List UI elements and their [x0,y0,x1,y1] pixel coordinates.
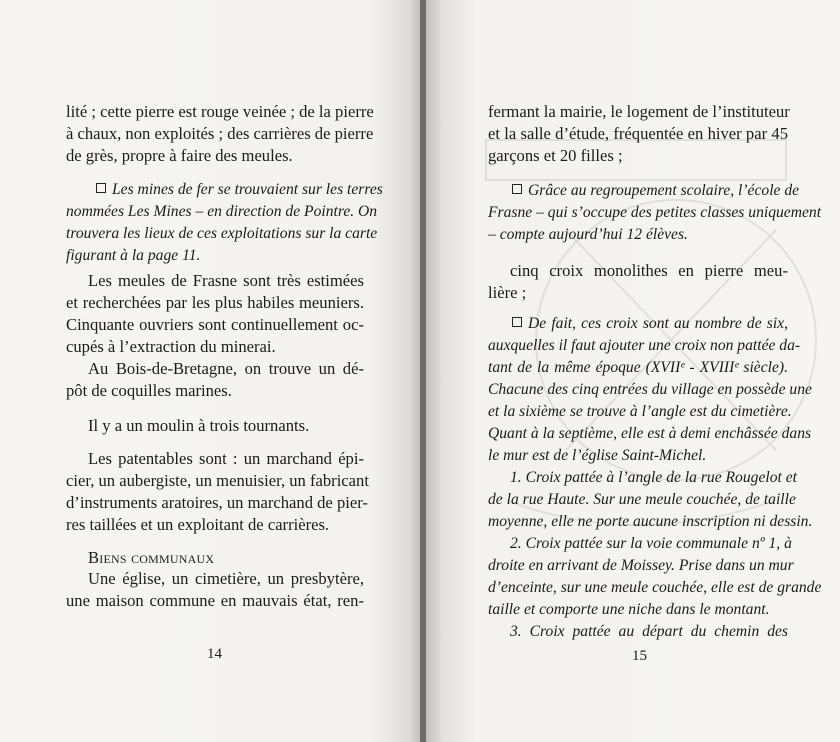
page-number-right: 15 [632,648,647,664]
checkbox-square-icon [512,317,522,327]
page-number-left: 14 [207,646,222,662]
left-para-2: Les meules de Frasne sont très estimées et recherchées par les plus habiles meuniers. Cinquante ouvriers sont continuellement oc- cupés à l’extraction du minerai. [66,271,364,356]
checkbox-square-icon [96,183,106,193]
left-para-4: Il y a un moulin à trois tournants. [88,416,310,435]
section-heading: Biens communaux [88,548,215,567]
right-item-2: 2. Croix pattée sur la voie communale nº 1, à droite en arrivant de Moissey. Prise dans un mur d’enceinte, sur une meule couchée, elle est de grande taille et comporte une niche dans le montant. [488,535,822,618]
left-para-1: lité ; cette pierre est rouge veinée ; de la pierre à chaux, non exploités ; des carrières de pierre de grès, propre à faire des meules. [66,102,374,165]
left-para-6: Une église, un cimetière, un presbytère, une maison commune en mauvais état, ren- [66,569,364,610]
left-para-5: Les patentables sont : un marchand épi- cier, un aubergiste, un menuisier, un fabricant d’instruments aratoires, un marchand de pier- res taillées et un exploitant de carrières. [66,449,369,534]
right-item-3: 3. Croix pattée au départ du chemin des [510,623,788,640]
right-note-1: Grâce au regroupement scolaire, l’école de Frasne – qui s’occupe des petites classes uniquement – compte aujourd’hui 12 élèves. [488,182,822,243]
right-item-1: 1. Croix pattée à l’angle de la rue Rougelot et de la rue Haute. Sur une meule couchée, de taille moyenne, elle ne porte aucune inscription ni dessin. [488,469,813,530]
left-para-3: Au Bois-de-Bretagne, on trouve un dé- pôt de coquilles marines. [66,359,364,400]
right-para-1: fermant la mairie, le logement de l’instituteur et la salle d’étude, fréquentée en hiver par 45 garçons et 20 filles ; [488,102,790,165]
right-para-2: cinq croix monolithes en pierre meu- lière ; [488,261,788,302]
checkbox-square-icon [512,184,522,194]
right-note-2: De fait, ces croix sont au nombre de six, auxquelles il faut ajouter une croix non pattée da- tant de la même époque (XVIIᵉ - XVIIIᵉ siècle). Chacune des cinq entrées du village en possède une et la sixième se trouve à l’angle est du cimetière. Quant à la septième, elle est à demi enchâssée dans le mur est de l’église Saint-Michel. [488,315,812,464]
left-note-1: Les mines de fer se trouvaient sur les terres nommées Les Mines – en direction de Pointre. On trouvera les lieux de ces exploitations sur la carte figurant à la page 11. [66,181,383,264]
right-page [426,0,840,742]
